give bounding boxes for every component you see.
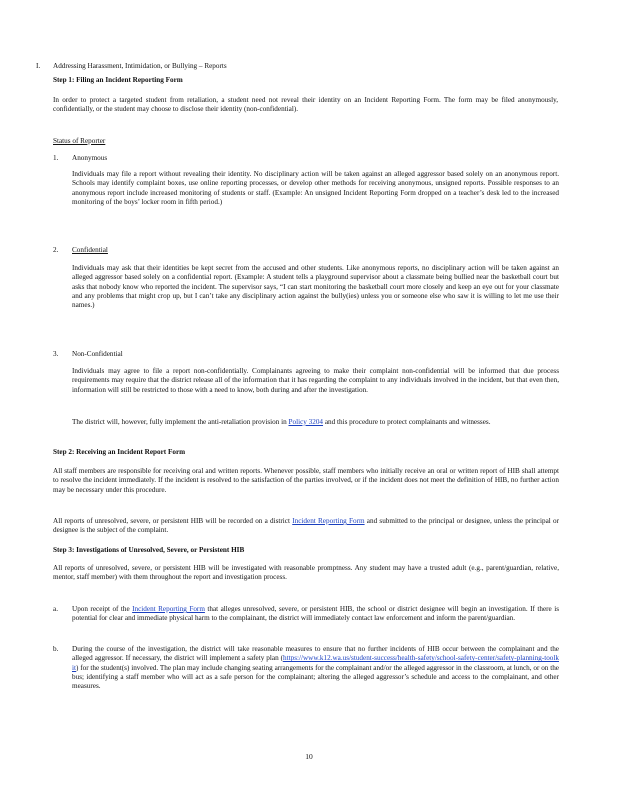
- item-3-number: 3.: [53, 350, 59, 358]
- item-2-number: 2.: [53, 246, 59, 254]
- step2-paragraph-1: All staff members are responsible for receiving oral and written reports. Whenever possible, staff members who initially receive an oral or written report of HIB shall attempt to resolve the incident immediately. If the incident is resolved to the satisfaction of the parties involved, or if the incident does not meet the definition of HIB, no further action may be necessary under this procedure.: [53, 467, 559, 494]
- step1-heading: Step 1: Filing an Incident Reporting Form: [53, 76, 183, 84]
- item-b-text: [72, 645, 559, 691]
- step3-heading: Step 3: Investigations of Unresolved, Severe, or Persistent HIB: [53, 546, 245, 554]
- step2-heading: Step 2: Receiving an Incident Report Form: [53, 448, 186, 456]
- item-1-title: Anonymous: [72, 154, 108, 162]
- page-number: 10: [305, 752, 313, 761]
- section-number: I.: [36, 62, 41, 70]
- policy-3204-link[interactable]: Policy 3204: [288, 418, 324, 426]
- safety-planning-toolkit-link[interactable]: https://www.k12.wa.us/student-success/health-safety/school-safety-center/safety-planning-toolkit: [72, 654, 559, 672]
- step1-intro: In order to protect a targeted student from retaliation, a student need not reveal their identity on an Incident Reporting Form. The form may be filed anonymously, confidentially, or the student may choose to disclose their identity (non-confidential).: [53, 96, 558, 114]
- step3-paragraph-1: All reports of unresolved, severe, or persistent HIB will be investigated with reasonable promptness. Any student may have a trusted adult (e.g., parent/guardian, relative, mentor, staff member) with them throughout the report and investigation process.: [53, 564, 559, 582]
- incident-reporting-form-link[interactable]: Incident Reporting Form: [292, 517, 365, 525]
- item-3-text2-pre: The district will, however, fully implement the anti-retaliation provision in: [72, 418, 289, 426]
- item-b-letter: b.: [53, 645, 59, 653]
- item-2-title: Confidential: [72, 246, 108, 254]
- item-a-text: [72, 605, 559, 624]
- item-b-post: ) for the student(s) involved. The plan may include changing seating arrangements for the complainant and/or the alleged aggressor in the classroom, at lunch, or on the bus; identifying a staff member who will act as a safe person for the complainant; altering the alleged aggressor’s schedule and access to the complainant, and other measures.: [72, 663, 559, 691]
- item-a-letter: a.: [53, 605, 58, 613]
- step2-p2-pre: All reports of unresolved, severe, or persistent HIB will be recorded on a district: [53, 517, 293, 525]
- status-of-reporter-label: Status of Reporter: [53, 137, 106, 145]
- item-a-post: that alleges unresolved, severe, or persistent HIB, the school or district designee will begin an investigation. If there is potential for clear and immediate physical harm to the complainant, the district will immediately contact law enforcement and inform the parent/guardian.: [72, 605, 560, 623]
- item-b-pre: During the course of the investigation, the district will take reasonable measures to ensure that no further incidents of HIB occur between the complainant and the alleged aggressor. If necessary, the district will implement a safety plan (: [72, 645, 559, 663]
- step2-paragraph-2: [53, 517, 559, 536]
- incident-reporting-form-link-2[interactable]: Incident Reporting Form: [132, 605, 205, 613]
- item-3-text2: [72, 418, 559, 427]
- item-1-text: Individuals may file a report without revealing their identity. No disciplinary action will be taken against an alleged aggressor based solely on an anonymous report. Schools may identify complaint boxes, use online reporting processes, or develop other methods for receiving anonymous, unsigned reports. Possible responses to an anonymous report include increased monitoring of students or staff. (Example: An unsigned Incident Reporting Form dropped on a teacher’s desk led to the increased monitoring of the boys’ locker room in fifth period.): [72, 170, 559, 206]
- item-3-text2-post: and this procedure to protect complainants and witnesses.: [323, 418, 491, 426]
- item-a-pre: Upon receipt of the: [72, 605, 133, 613]
- section-title: Addressing Harassment, Intimidation, or Bullying – Reports: [53, 62, 227, 70]
- item-3-title: Non-Confidential: [72, 350, 123, 358]
- step2-p2-post: and submitted to the principal or designee, unless the principal or designee is the subject of the complaint.: [53, 517, 559, 535]
- item-1-number: 1.: [53, 154, 59, 162]
- item-2-text: Individuals may ask that their identities be kept secret from the accused and other students. Like anonymous reports, no disciplinary action will be taken against an alleged aggressor based solely on a confidential report. (Example: A student tells a playground supervisor about a classmate being bullied near the basketball court but asks that nobody know who reported the incident. The supervisor says, “I can start monitoring the basketball court more closely and keep an eye out for your classmate and any problems that might crop up, but I can’t take any disciplinary action against the bully(ies) unless you or someone else who saw it is willing to let me use their names.): [72, 264, 559, 310]
- item-3-text: Individuals may agree to file a report non-confidentially. Complainants agreeing to make their complaint non-confidential will be informed that due process requirements may require that the district release all of the information that it has regarding the complaint to any individuals involved in the incident, but that even then, information will still be restricted to those with a need to know, both during and after the investigation.: [72, 367, 559, 394]
